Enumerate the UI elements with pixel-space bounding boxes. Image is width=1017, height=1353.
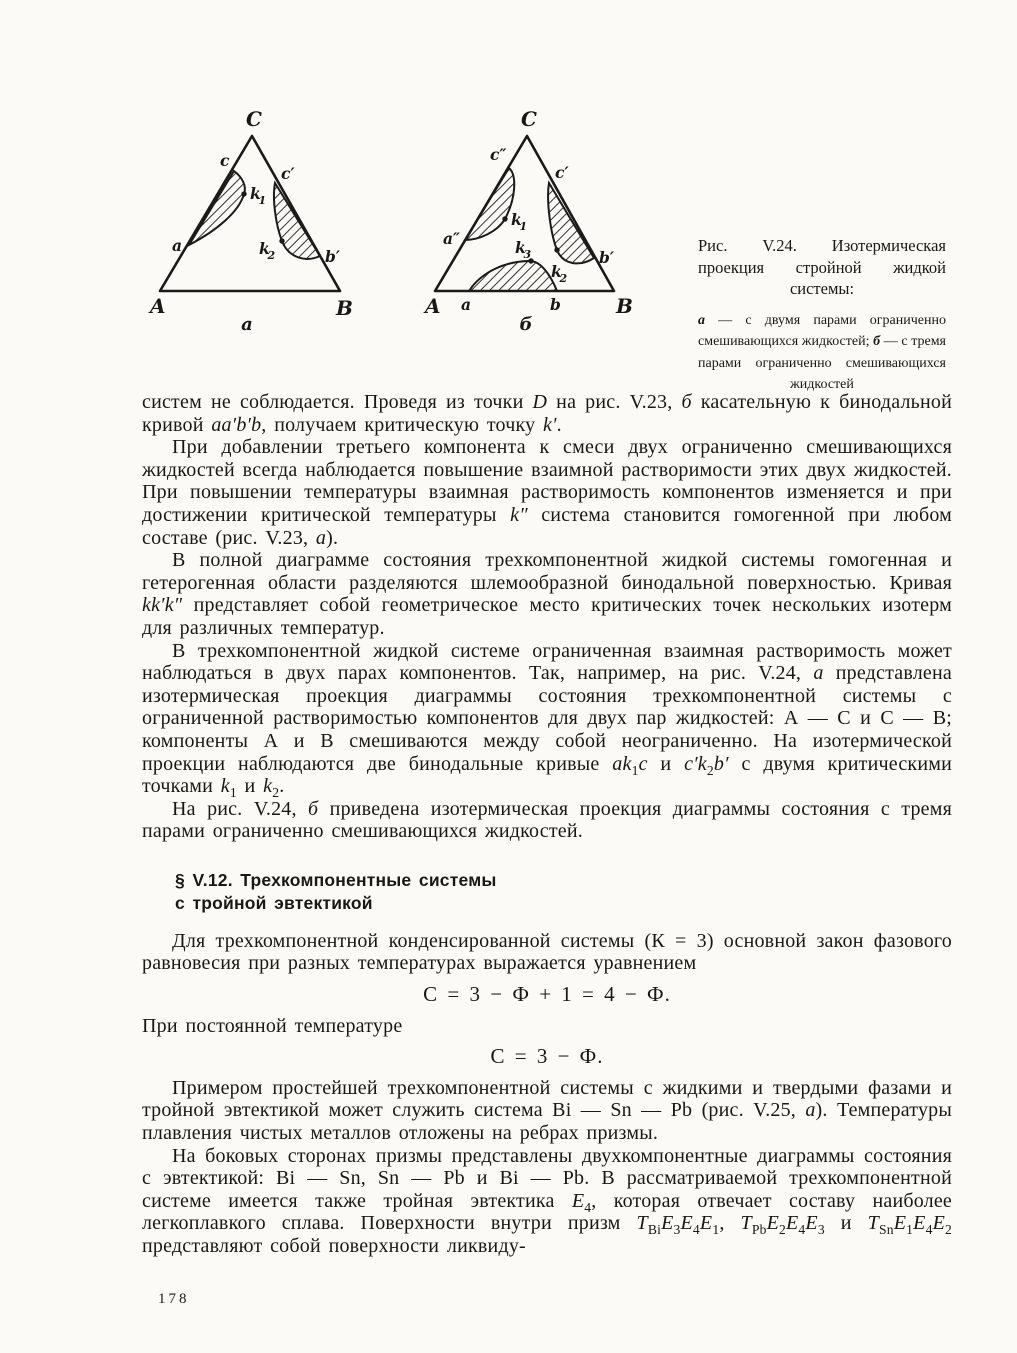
point-label-k1-sub: 1 (519, 220, 528, 233)
vertex-label-B: B (616, 294, 633, 318)
paragraph-6: Для трехкомпонентной конденсированной системы (К = 3) основной закон фазового равновесия при разных температурах выражается уравнением (142, 929, 952, 975)
point-label-k1: k (511, 210, 522, 229)
point-label-b-prime: b′ (599, 248, 614, 267)
paragraph-5: На рис. V.24, б приведена изотермическая проекция диаграммы состояния с тремя парами ограниченно смешивающихся жидкостей. (142, 797, 952, 843)
binodal-region-left (189, 171, 245, 245)
point-label-k2-sub: 2 (559, 272, 568, 285)
figure-caption-title-line: системы: (789, 279, 855, 298)
point-label-a: a (172, 236, 183, 255)
section-heading (175, 869, 952, 915)
critical-point-k2-dot (279, 238, 284, 243)
paragraph-7: При постоянной температуре (142, 1014, 403, 1037)
triangle-outline (160, 136, 340, 291)
critical-point-k1-dot (502, 216, 507, 221)
figure-caption-title-line: Рис. V.24. Изотермическая (698, 236, 946, 255)
diagram-b-sublabel: б (519, 314, 533, 335)
paragraph-2: При добавлении третьего компонента к смеси двух ограниченно смешивающихся жидкостей всегда наблюдается повышение взаимной растворимости этих двух жидкостей. При повышении температуры взаимная растворимость компонентов изменяется и при достижении критической температуры k″ система становится гомогенной при любом составе (рис. V.23, а). (142, 436, 952, 549)
isothermal-projection-diagram-a (142, 110, 377, 335)
diagram-a-sublabel: а (241, 314, 253, 335)
point-label-k2-sub: 2 (267, 249, 276, 262)
binodal-region-top-left (465, 168, 514, 240)
section-heading-line1: § V.12. Трехкомпонентные системы (175, 869, 497, 890)
point-label-c-dprime: c″ (490, 145, 507, 164)
paragraph-1: систем не соблюдается. Проведя из точки D на рис. V.23, б касательную к бинодальной кривой aa′b′b, получаем критическую точку k′. (142, 391, 953, 436)
critical-point-k2-dot (554, 247, 559, 252)
vertex-label-C: C (246, 110, 262, 131)
paragraph-4: В трехкомпонентной жидкой системе ограниченная взаимная растворимость может наблюдаться в двух парах компонентов. Так, например, на рис. V.24, а представлена изотермическая проекция диаграммы состояния трехкомпонентной системы с ограниченной растворимостью компонентов для двух пар жидкостей: А — С и С — В; компоненты А и В смешиваются между собой неограниченно. На изотермической проекции наблюдаются две бинодальные кривые $ak_1c$ и $c'k_2b'$ с двумя критическими точками $k_1$ и $k_2$. (142, 639, 952, 801)
vertex-label-B: B (336, 296, 353, 320)
figure-caption-title-line: проекция стройной жидкой (698, 257, 946, 277)
point-label-a-dprime: a″ (443, 229, 460, 248)
point-label-c-prime: c′ (281, 164, 295, 183)
page-number: 178 (158, 1291, 190, 1307)
point-label-a: a (461, 295, 472, 314)
vertex-label-C: C (521, 110, 537, 131)
point-label-b: b (550, 295, 561, 314)
paragraph-8: Примером простейшей трехкомпонентной системы с жидкими и твердыми фазами и тройной эвтектикой может служить система Bi — Sn — Pb (рис. V.25, а). Температуры плавления чистых металлов отложены на ребрах призмы. (142, 1076, 952, 1145)
binodal-region-bottom (469, 261, 557, 291)
point-label-k3-sub: 3 (523, 248, 532, 261)
point-label-k2: k (551, 262, 562, 281)
section-heading-line2: с тройной эвтектикой (175, 892, 373, 913)
critical-point-k1-dot (241, 191, 246, 196)
binodal-region-right (274, 183, 320, 259)
point-label-k1-sub: 1 (258, 194, 267, 207)
point-label-c: c (220, 151, 230, 170)
equation-phase-rule-isothermal: С = 3 − Ф. (490, 1044, 604, 1069)
point-label-k1: k (250, 184, 261, 203)
paragraph-3: В полной диаграмме состояния трехкомпонентной жидкой системы гомогенная и гетерогенная области разделяются шлемообразной бинодальной поверхностью. Кривая kk′k″ представляет собой геометрическое место критических точек нескольких изотерм для различных температур. (142, 549, 952, 639)
paragraph-9: На боковых сторонах призмы представлены двухкомпонентные диаграммы состояния с эвтектикой: Bi — Sn, Sn — Pb и Bi — Pb. В рассматриваемой трехкомпонентной системе имеется также тройная эвтектика $E_4$, которая отвечает составу наиболее легкоплавкого сплава. Поверхности внутри призм $T_{Bi}E_3E_4E_1$, $T_{Pb}E_2E_4E_3$ и $T_{Sn}E_1E_4E_2$ представляют собой поверхности ликвиду- (142, 1144, 952, 1257)
figure-caption (698, 235, 946, 396)
body-text-column (142, 391, 952, 1258)
point-label-k3: k (515, 238, 526, 257)
figure-caption-legend: а — с двумя парами ограниченно смешивающихся жидкостей; б — с тремя парами ограниченно смешивающихся жидкостей (698, 312, 946, 392)
vertex-label-A: A (425, 294, 441, 318)
point-label-k2: k (259, 239, 270, 258)
isothermal-projection-diagram-b (412, 110, 657, 335)
point-label-b-prime: b′ (325, 247, 340, 266)
point-label-c-prime: c′ (555, 163, 569, 182)
vertex-label-A: A (150, 294, 166, 318)
equation-phase-rule-full: С = 3 − Ф + 1 = 4 − Ф. (423, 982, 671, 1007)
